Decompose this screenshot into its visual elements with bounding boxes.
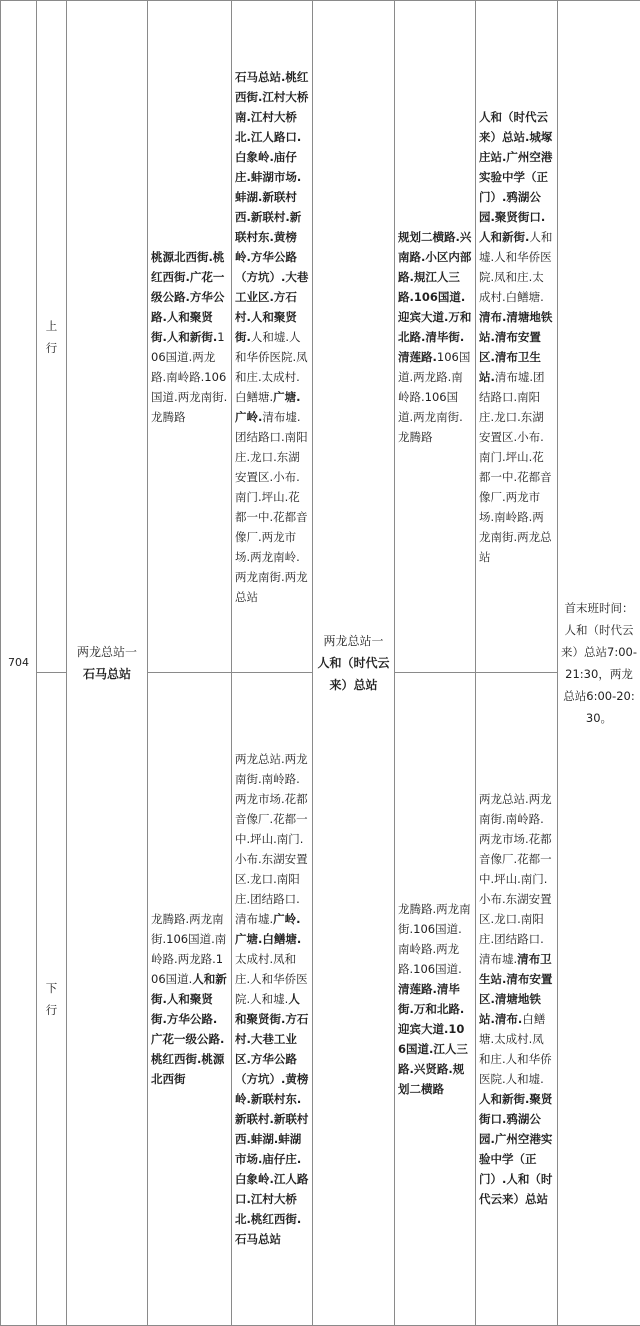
stop-segment: 白鳝塘.太成村.凤和庄.人和华侨医院.人和墟. bbox=[479, 1012, 552, 1086]
down-stops-col4 bbox=[476, 673, 558, 1326]
route-name bbox=[67, 1, 148, 1326]
stop-segment: 清布.清塘地铁站.清布安置区.清布卫生站. bbox=[479, 310, 552, 384]
down-stops-col2 bbox=[232, 673, 313, 1326]
direction-down bbox=[37, 673, 67, 1326]
stop-segment: 清布卫生站.清布安置区.清塘地铁站.清布. bbox=[479, 952, 552, 1026]
route-name-b: 石马总站 bbox=[83, 667, 131, 681]
stop-segment: 桃源北西街.桃红西街.广花一级公路.方华公路.人和聚贤街.人和新街. bbox=[151, 250, 224, 344]
route-name-a: 两龙总站一 bbox=[77, 645, 137, 659]
schedule-title: 首末班时间： bbox=[561, 597, 637, 619]
stop-segment: 太成村.凤和庄.人和华侨医院.人和墟. bbox=[235, 952, 308, 1006]
stop-segment: 清莲路.清毕街.万和北路.迎宾大道.106国道.江人三路.兴贤路.规划二横路 bbox=[398, 982, 468, 1096]
up-stops-col1 bbox=[148, 1, 232, 673]
stop-segment: 人和墟.人和华侨医院.凤和庄.太成村.白鳝塘. bbox=[479, 230, 552, 304]
section-name-a: 两龙总站一 bbox=[323, 634, 383, 648]
stop-segment: 人和墟.人和华侨医院.凤和庄.太成村.白鳝塘. bbox=[235, 330, 308, 404]
direction-down-label: 下行 bbox=[45, 977, 59, 1021]
stop-segment: 清布墟.团结路口.南阳庄.龙口.东湖安置区.小布.南门.坪山.花都一中.花都音像厂.两龙市场.两龙南岭.两龙南街.两龙总站 bbox=[235, 410, 308, 604]
up-stops-col4 bbox=[476, 1, 558, 673]
down-stops-col1 bbox=[148, 673, 232, 1326]
stop-segment: 广岭.广塘.白鳝塘. bbox=[235, 912, 301, 946]
stop-segment: 106国道.两龙路.南岭路.106国道.两龙南街.龙腾路 bbox=[398, 350, 470, 444]
stop-segment: 两龙总站.两龙南街.南岭路.两龙市场.花都音像厂.花都一中.坪山.南门.小布.东湖安置区.龙口.南阳庄.团结路口.清布墟. bbox=[479, 792, 552, 966]
up-stops-col2 bbox=[232, 1, 313, 673]
stop-segment: 人和新街.人和聚贤街.方华公路.广花一级公路.桃红西街.桃源北西街 bbox=[151, 972, 227, 1086]
route-number: 704 bbox=[1, 1, 37, 1326]
down-stops-col3 bbox=[395, 673, 476, 1326]
up-stops-col3 bbox=[395, 1, 476, 673]
stop-segment: 清布墟.团结路口.南阳庄.龙口.东湖安置区.小布.南门.坪山.花都一中.花都音像厂.两龙市场.南岭路.两龙南街.两龙总站 bbox=[479, 370, 552, 564]
stop-segment: 人和新街.聚贤街口.鸦湖公园.广州空港实验中学（正门）.人和（时代云来）总站 bbox=[479, 1092, 552, 1206]
section-name-b: 人和（时代云来）总站 bbox=[317, 656, 389, 692]
stop-segment: 规划二横路.兴南路.小区内部路.規江人三路.106国道.迎宾大道.万和北路.清毕街.清莲路. bbox=[398, 230, 471, 364]
stop-segment: 广塘.广岭. bbox=[235, 390, 301, 424]
stop-segment: 人和聚贤街.方石村.大巷工业区.方华公路（方坑）.黄榜岭.新联村东.新联村.新联村西.蚌湖.蚌湖市场.庙仔庄.白象岭.江人路口.江村大桥北.桃红西街.石马总站 bbox=[235, 992, 308, 1246]
table-row-up bbox=[1, 1, 640, 673]
direction-up bbox=[37, 1, 67, 673]
stop-segment: 龙腾路.两龙南街.106国道.南岭路.两龙路.106国道. bbox=[151, 912, 226, 986]
direction-up-label: 上行 bbox=[45, 315, 59, 359]
schedule-detail: 人和（时代云来）总站7:00-21:30，两龙总站6:00-20:30。 bbox=[561, 619, 637, 729]
stop-segment: 两龙总站.两龙南街.南岭路.两龙市场.花都音像厂.花都一中.坪山.南门.小布.东湖安置区.龙口.南阳庄.团结路口.清布墟. bbox=[235, 752, 308, 926]
stop-segment: 石马总站.桃红西街.江村大桥南.江村大桥北.江人路口.白象岭.庙仔庄.蚌湖市场.蚌湖.新联村西.新联村.新联村东.黄榜岭.方华公路（方坑）.大巷工业区.方石村.人和聚贤街. bbox=[235, 70, 308, 344]
stop-segment: 龙腾路.两龙南街.106国道.南岭路.两龙路.106国道. bbox=[398, 902, 471, 976]
schedule-cell bbox=[558, 1, 640, 1326]
section-name bbox=[313, 1, 395, 1326]
stop-segment: 人和（时代云来）总站.城塚庄站.广州空港实验中学（正门）.鸦湖公园.聚贤街口.人和新街. bbox=[479, 110, 552, 244]
stop-segment: 106国道.两龙路.南岭路.106国道.两龙南街.龙腾路 bbox=[151, 330, 227, 424]
